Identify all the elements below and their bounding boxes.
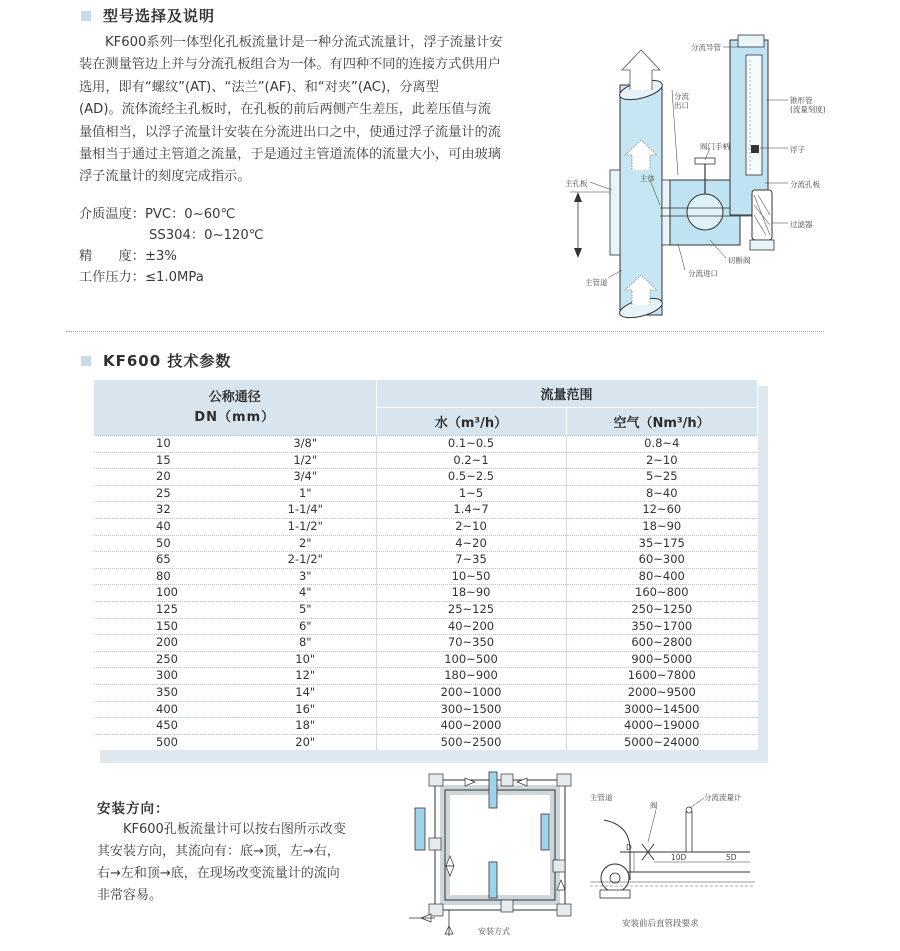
caption-straight-pipe: 安装前后直管段要求 — [622, 919, 699, 929]
spec-value: ≤1.0MPa — [144, 270, 204, 285]
section-divider — [66, 331, 824, 332]
spec-label: 介质温度： — [79, 207, 145, 222]
spec-medium-temp-ss — [79, 225, 264, 246]
table-row — [94, 651, 757, 668]
desc-line: KF600系列一体型化孔板流量计是一种分流式流量计，浮子流量计安 — [105, 35, 503, 50]
label-filter: 过滤器 — [790, 220, 813, 229]
cell-air: 160~800 — [566, 585, 757, 602]
table-row — [94, 518, 757, 535]
spec-table-body — [94, 436, 757, 751]
desc-line: (AD)。流体流经主孔板时，在孔板的前后两侧产生差压，此差压值与流 — [79, 102, 491, 118]
label-main-pipe: 主管道 — [585, 278, 608, 287]
section-marker-2 — [81, 356, 91, 366]
label-body: 主体 — [640, 174, 655, 183]
header-air: 空气（Nm³/h） — [566, 408, 757, 436]
cell-dn: 40 — [94, 518, 235, 535]
cell-air: 18~90 — [566, 518, 757, 535]
spec-value: PVC：0~60℃ — [144, 207, 236, 222]
cell-inch: 1/2" — [235, 452, 376, 469]
section-marker-1 — [81, 11, 91, 21]
table-row — [94, 668, 757, 685]
label-float: 浮子 — [790, 145, 805, 154]
cell-water: 300~1500 — [376, 701, 566, 718]
header-nominal-line2: DN（mm） — [194, 409, 276, 425]
spec-accuracy — [79, 246, 177, 267]
spec-table — [94, 380, 758, 750]
header-nominal — [94, 380, 376, 436]
cell-air: 5000~24000 — [566, 734, 757, 750]
cell-dn: 350 — [94, 684, 235, 701]
label-straight-d: D — [626, 843, 632, 852]
table-row — [94, 552, 757, 569]
label-straight-valve: 阀 — [650, 801, 658, 810]
cell-air: 250~1250 — [566, 601, 757, 618]
cell-water: 180~900 — [376, 668, 566, 685]
cell-air: 35~175 — [566, 535, 757, 552]
desc-line: 量值相当，以浮子流量计安装在分流进出口之中，使通过浮子流量计的流 — [79, 124, 501, 140]
cell-water: 18~90 — [376, 585, 566, 602]
cell-water: 7~35 — [376, 552, 566, 569]
cell-water: 0.5~2.5 — [376, 469, 566, 486]
label-straight-main-pipe: 主管道 — [590, 793, 613, 802]
table-row — [94, 701, 757, 718]
table-row — [94, 684, 757, 701]
cell-inch: 18" — [235, 718, 376, 735]
spec-value: SS304：0~120℃ — [149, 228, 264, 243]
cell-water: 25~125 — [376, 601, 566, 618]
cell-air: 5~25 — [566, 469, 757, 486]
label-flow-guide: 分流导管 — [691, 43, 721, 52]
desc-line: 浮子流量计的刻度完成指示。 — [79, 169, 251, 185]
cell-air: 12~60 — [566, 502, 757, 519]
table-row — [94, 618, 757, 635]
cell-inch: 1-1/2" — [235, 518, 376, 535]
cell-air: 60~300 — [566, 552, 757, 569]
model-description — [79, 32, 541, 189]
label-main-plate: 主孔板 — [565, 179, 588, 188]
cell-inch: 2" — [235, 535, 376, 552]
cell-air: 4000~19000 — [566, 718, 757, 735]
cell-air: 1600~7800 — [566, 668, 757, 685]
label-straight-5d: 5D — [726, 853, 737, 862]
cell-dn: 150 — [94, 618, 235, 635]
table-row — [94, 734, 757, 750]
install-line: 其安装方向，其流向有：底→顶，左→右， — [97, 844, 340, 859]
cell-dn: 200 — [94, 635, 235, 652]
cell-dn: 32 — [94, 502, 235, 519]
table-row — [94, 502, 757, 519]
cell-dn: 10 — [94, 436, 235, 453]
spec-label: 精 度： — [79, 249, 145, 264]
cell-dn: 450 — [94, 718, 235, 735]
label-shutoff: 切断阀 — [728, 256, 751, 265]
table-row — [94, 585, 757, 602]
cell-water: 4~20 — [376, 535, 566, 552]
desc-line: 量相当于通过主管道之流量，于是通过主管道流体的流量大小，可由玻璃 — [79, 147, 501, 163]
label-taper-tube: 锥形管 — [790, 96, 813, 105]
cell-dn: 400 — [94, 701, 235, 718]
cell-dn: 100 — [94, 585, 235, 602]
install-orientation-diagram — [405, 768, 575, 938]
spec-table-wrapper — [94, 380, 757, 757]
cell-inch: 3/4" — [235, 469, 376, 486]
cell-dn: 65 — [94, 552, 235, 569]
cell-inch: 12" — [235, 668, 376, 685]
cell-inch: 16" — [235, 701, 376, 718]
spec-label: 工作压力： — [79, 270, 145, 285]
cell-water: 2~10 — [376, 518, 566, 535]
cell-inch: 6" — [235, 618, 376, 635]
cell-air: 8~40 — [566, 485, 757, 502]
label-split-inlet: 分流进口 — [688, 269, 718, 278]
cell-inch: 20" — [235, 734, 376, 750]
cell-dn: 125 — [94, 601, 235, 618]
table-row — [94, 436, 757, 453]
table-row — [94, 535, 757, 552]
cell-air: 900~5000 — [566, 651, 757, 668]
label-split-outlet-1: 分流 — [674, 92, 689, 101]
caption-install-method: 安装方式 — [478, 927, 510, 936]
label-taper-tube-sub: (流量刻度) — [790, 105, 826, 114]
cell-dn: 500 — [94, 734, 235, 750]
header-water: 水（m³/h） — [376, 408, 566, 436]
cell-inch: 1-1/4" — [235, 502, 376, 519]
cell-inch: 3/8" — [235, 436, 376, 453]
cell-water: 1.4~7 — [376, 502, 566, 519]
cell-dn: 20 — [94, 469, 235, 486]
section-title-model: 型号选择及说明 — [103, 7, 216, 25]
cell-dn: 250 — [94, 651, 235, 668]
spec-value: ±3% — [144, 249, 177, 264]
table-row — [94, 485, 757, 502]
cell-inch: 4" — [235, 585, 376, 602]
cell-dn: 25 — [94, 485, 235, 502]
install-line: 非常容易。 — [97, 888, 163, 903]
cell-water: 1~5 — [376, 485, 566, 502]
section-title-install: 安装方向： — [97, 801, 170, 817]
section-title-params: KF600 技术参数 — [103, 352, 232, 370]
cell-air: 80~400 — [566, 568, 757, 585]
install-description — [97, 819, 397, 907]
label-split-outlet-2: 出口 — [674, 101, 689, 110]
cell-water: 400~2000 — [376, 718, 566, 735]
cell-dn: 300 — [94, 668, 235, 685]
header-flow-range: 流量范围 — [376, 380, 757, 408]
cell-air: 600~2800 — [566, 635, 757, 652]
table-row — [94, 601, 757, 618]
table-row — [94, 718, 757, 735]
cell-air: 0.8~4 — [566, 436, 757, 453]
cell-water: 0.1~0.5 — [376, 436, 566, 453]
cell-inch: 14" — [235, 684, 376, 701]
table-row — [94, 452, 757, 469]
cell-water: 40~200 — [376, 618, 566, 635]
spec-medium-temp — [79, 204, 235, 225]
cell-dn: 15 — [94, 452, 235, 469]
install-line: KF600孔板流量计可以按右图所示改变 — [123, 822, 346, 837]
desc-line: 选用，即有“螺纹”(AT)、“法兰”(AF)、和“对夹”(AC)，分离型 — [79, 79, 439, 95]
cell-water: 500~2500 — [376, 734, 566, 750]
cell-inch: 10" — [235, 651, 376, 668]
cell-inch: 8" — [235, 635, 376, 652]
desc-line: 装在测量管边上并与分流孔板组合为一体。有四种不同的连接方式供用户 — [79, 57, 501, 73]
table-row — [94, 635, 757, 652]
cell-water: 10~50 — [376, 568, 566, 585]
cell-dn: 50 — [94, 535, 235, 552]
cell-air: 350~1700 — [566, 618, 757, 635]
label-split-plate: 分流孔板 — [790, 180, 820, 189]
table-row — [94, 469, 757, 486]
install-line: 右→左和顶→底，在现场改变流量计的流向 — [97, 866, 340, 881]
cell-air: 2000~9500 — [566, 684, 757, 701]
cell-inch: 2-1/2" — [235, 552, 376, 569]
label-straight-meter: 分流流量计 — [704, 793, 742, 802]
header-nominal-line1: 公称通径 — [208, 389, 261, 405]
cell-air: 3000~14500 — [566, 701, 757, 718]
cell-dn: 80 — [94, 568, 235, 585]
label-straight-10d: 10D — [671, 853, 687, 862]
table-row — [94, 568, 757, 585]
spec-pressure — [79, 267, 204, 288]
cell-water: 200~1000 — [376, 684, 566, 701]
cell-air: 2~10 — [566, 452, 757, 469]
cell-inch: 1" — [235, 485, 376, 502]
cell-inch: 3" — [235, 568, 376, 585]
cell-water: 100~500 — [376, 651, 566, 668]
cell-water: 0.2~1 — [376, 452, 566, 469]
cell-inch: 5" — [235, 601, 376, 618]
cell-water: 70~350 — [376, 635, 566, 652]
label-valve-handle: 阀门手柄 — [700, 142, 730, 151]
